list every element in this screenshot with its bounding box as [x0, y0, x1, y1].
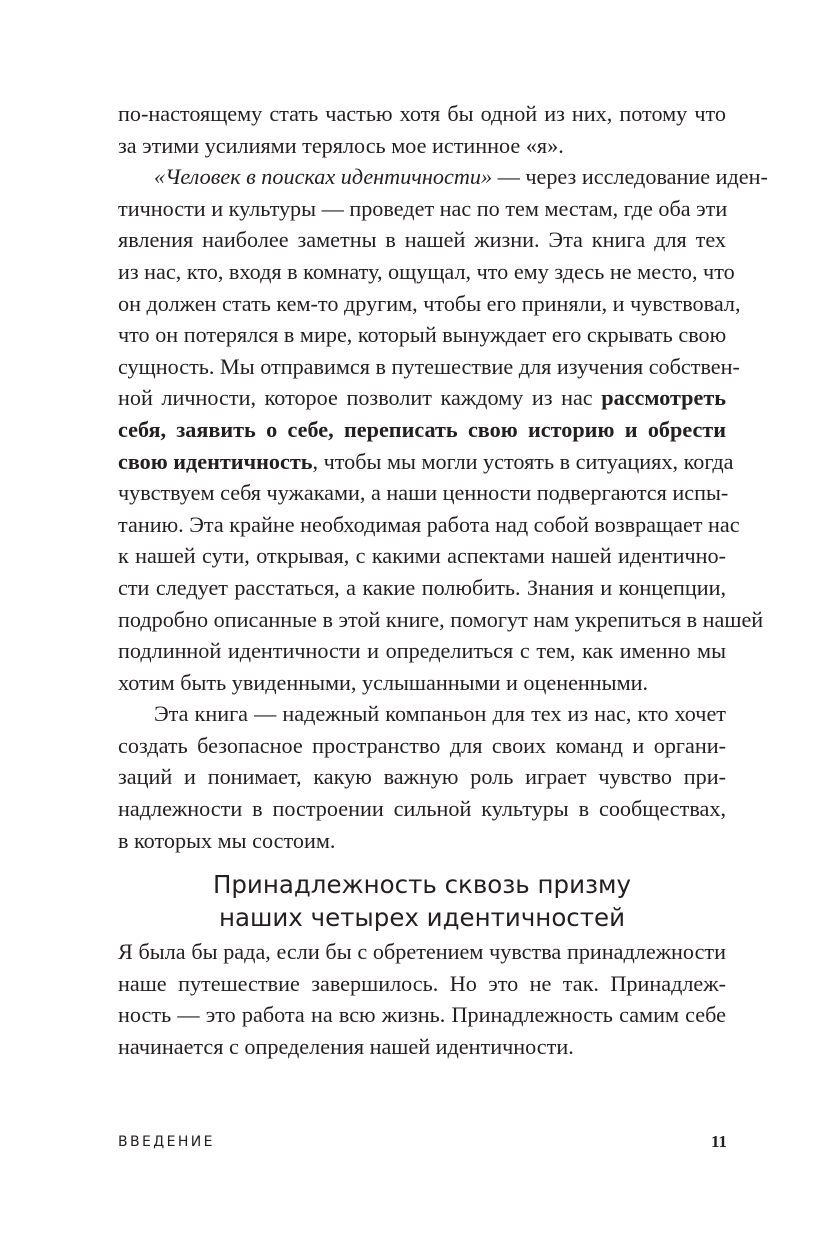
paragraph-belonging — [118, 936, 726, 1062]
text-line — [118, 382, 726, 414]
text-line: явления наиболее заметны в нашей жизни. Эта книга для тех — [118, 227, 726, 253]
paragraph-book-intro — [118, 161, 768, 698]
page-number: 11 — [710, 1132, 727, 1151]
heading-line: Принадлежность сквозь призму — [212, 870, 632, 899]
text-line: Эта книга — надежный компаньон для тех из нас, кто хочет — [154, 701, 726, 727]
text-line: ность — это работа на всю жизнь. Принадлежность самим себе — [118, 1002, 726, 1028]
section-heading — [118, 868, 726, 934]
book-title-italic: «Человек в поисках идентичности» — [154, 164, 493, 190]
text-line: из нас, кто, входя в комнату, ощущал, что ему здесь не место, что — [118, 258, 735, 284]
text-line: подлинной идентичности и определиться с тем, как именно мы — [118, 638, 726, 664]
bold-emphasis-line: себя, заявить о себе, переписать свою историю и обрести — [118, 416, 726, 442]
body-text-top — [118, 98, 768, 856]
text-line: Я была бы рада, если бы с обретением чувства принадлежности — [118, 939, 726, 964]
paragraph-continuation — [118, 98, 726, 161]
text-line: к нашей сути, открывая, с какими аспектами нашей идентично- — [118, 543, 726, 569]
text-line: чувствуем себя чужаками, а наши ценности подвергаются испы- — [118, 480, 729, 506]
bold-emphasis: свою идентичность — [118, 448, 313, 474]
text-line: наше путешествие завершилось. Но это не так. Принадлеж- — [118, 970, 726, 996]
text-line: сущность. Мы отправимся в путешествие для изучения собствен- — [118, 353, 740, 379]
text-line: танию. Эта крайне необходимая работа над собой возвращает нас — [118, 511, 740, 537]
paragraph-companion — [118, 698, 726, 856]
bold-emphasis: рассмотреть — [601, 385, 726, 411]
text-line — [118, 161, 768, 193]
text-line: он должен стать кем-то другим, чтобы его приняли, и чувствовал, — [118, 290, 741, 316]
text-line: хотим быть увиденными, услышанными и оцененными. — [118, 669, 649, 695]
text-line: надлежности в построении сильной культуры в сообществах, — [118, 796, 726, 822]
text-line — [118, 446, 734, 478]
text-line: подробно описанные в этой книге, помогут нам укрепиться в нашей — [118, 606, 764, 632]
text-line: что он потерялся в мире, который вынуждает его скрывать свою — [118, 322, 727, 348]
heading-line: наших четырех идентичностей — [218, 903, 626, 932]
text-segment: ной личности, которое позволит каждому из нас — [118, 385, 602, 411]
text-line: заций и понимает, какую важную роль играет чувство при- — [118, 764, 726, 790]
text-segment: — через исследование иден- — [492, 164, 768, 190]
text-line: тичности и культуры — проведет нас по тем местам, где оба эти — [118, 195, 728, 221]
text-segment: , чтобы мы могли устоять в ситуациях, когда — [312, 448, 734, 474]
text-line: за этими усилиями терялось мое истинное «я». — [118, 132, 564, 158]
text-line: начинается с определения нашей идентичности. — [118, 1033, 574, 1059]
text-line: сти следует расстаться, а какие полюбить. Знания и концепции, — [118, 574, 726, 600]
body-text-bottom — [118, 936, 726, 1062]
text-line: создать безопасное пространство для своих команд и органи- — [118, 732, 726, 758]
text-line: по-настоящему стать частью хотя бы одной из них, потому что — [118, 101, 726, 126]
running-footer-section: ВВЕДЕНИЕ — [118, 1134, 215, 1150]
text-line: в которых мы состоим. — [118, 827, 336, 853]
